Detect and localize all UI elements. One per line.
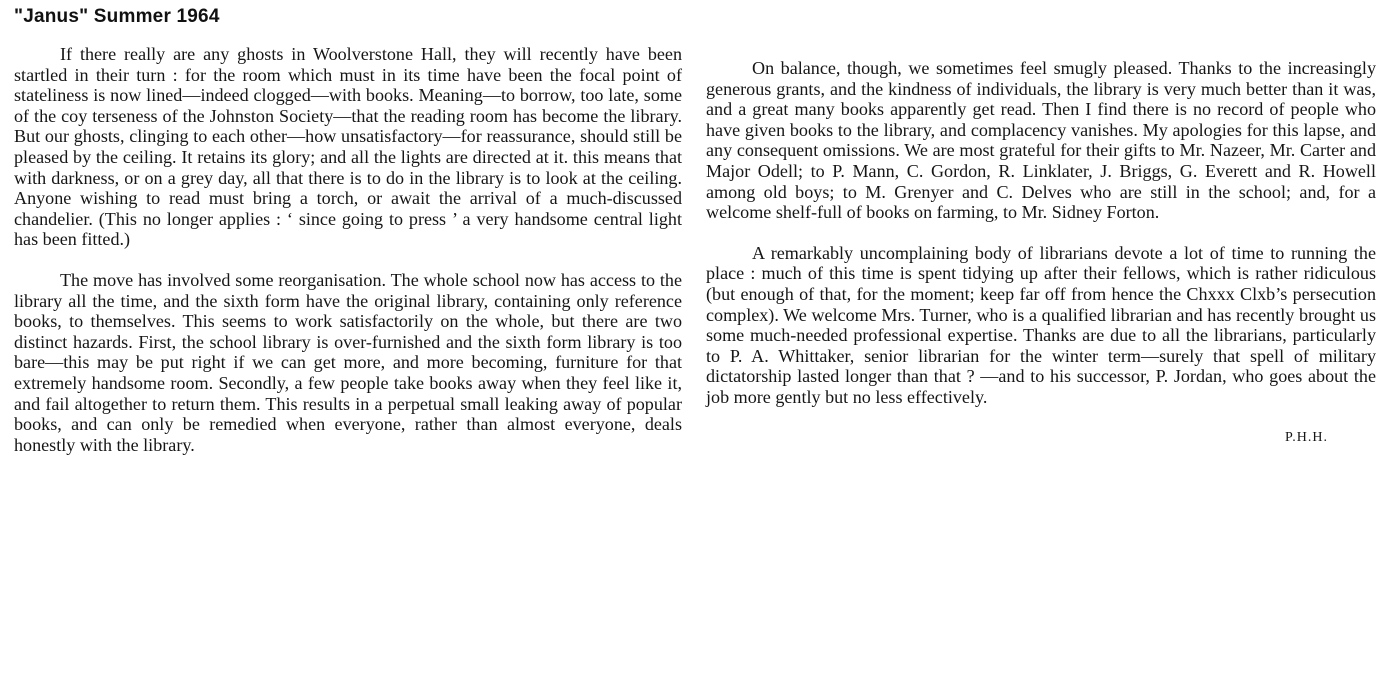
paragraph-ghosts-library: If there really are any ghosts in Woolverstone Hall, they will recently have been startled in their turn : for the room which must in its time have been the focal point of stateliness is now lined—indeed clogged—with books. Meaning—to borrow, too late, some of the coy terseness of the Johnston Society—that the reading room has become the library. But our ghosts, clinging to each other—how unsatisfactory—for reassurance, should still be pleased by the ceiling. It retains its glory; and all the lights are directed at it. this means that with darkness, or on a grey day, all that there is to do in the library is to look at the ceiling. Anyone wishing to read must bring a torch, or await the arrival of a much-discussed chandelier. (This no longer applies : ‘ since going to press ’ a very handsome central light has been fitted.) bbox=[14, 44, 682, 250]
article-left-column bbox=[14, 44, 682, 455]
page-title: "Janus" Summer 1964 bbox=[14, 6, 220, 27]
author-signature: P.H.H. bbox=[1285, 429, 1328, 445]
article-right-column bbox=[706, 58, 1376, 448]
paragraph-librarians: A remarkably uncomplaining body of librarians devote a lot of time to running the place : much of this time is spent tidying up after their fellows, which is rather ridiculous (but enough of that, for the moment; keep far off from hence the Chxxx Clxb’s persecution complex). We welcome Mrs. Turner, who is a qualified librarian and has recently brought us some much-needed professional expertise. Thanks are due to all the librarians, particularly to P. A. Whittaker, senior librarian for the winter term—surely that spell of military dictatorship lasted longer than that ? —and to his successor, P. Jordan, who goes about the job more gently but no less effectively. bbox=[706, 242, 1376, 407]
paragraph-gifts-thanks: On balance, though, we sometimes feel smugly pleased. Thanks to the increasingly generous grants, and the kindness of individuals, the library is very much better than it was, and a great many books apparently get read. Then I find there is no record of people who have given books to the library, and complacency vanishes. My apologies for this lapse, and any consequent omissions. We are most grateful for their gifts to Mr. Nazeer, Mr. Carter and Major Odell; to P. Mann, C. Gordon, R. Linklater, J. Briggs, G. Everett and R. Howell among old boys; to M. Grenyer and C. Delves who are still in the school; and, for a welcome shelf-full of books on farming, to Mr. Sidney Forton. bbox=[706, 58, 1376, 223]
paragraph-reorganisation: The move has involved some reorganisation. The whole school now has access to the library all the time, and the sixth form have the original library, containing only reference books, to themselves. This seems to work satisfactorily on the whole, but there are two distinct hazards. First, the school library is over-furnished and the sixth form library is too bare—this may be put right if we can get more, and more becoming, furniture for that extremely handsome room. Secondly, a few people take books away when they feel like it, and fail altogether to return them. This results in a perpetual small leaking away of popular books, and can only be remedied when everyone, rather than almost everyone, deals honestly with the library. bbox=[14, 269, 682, 455]
